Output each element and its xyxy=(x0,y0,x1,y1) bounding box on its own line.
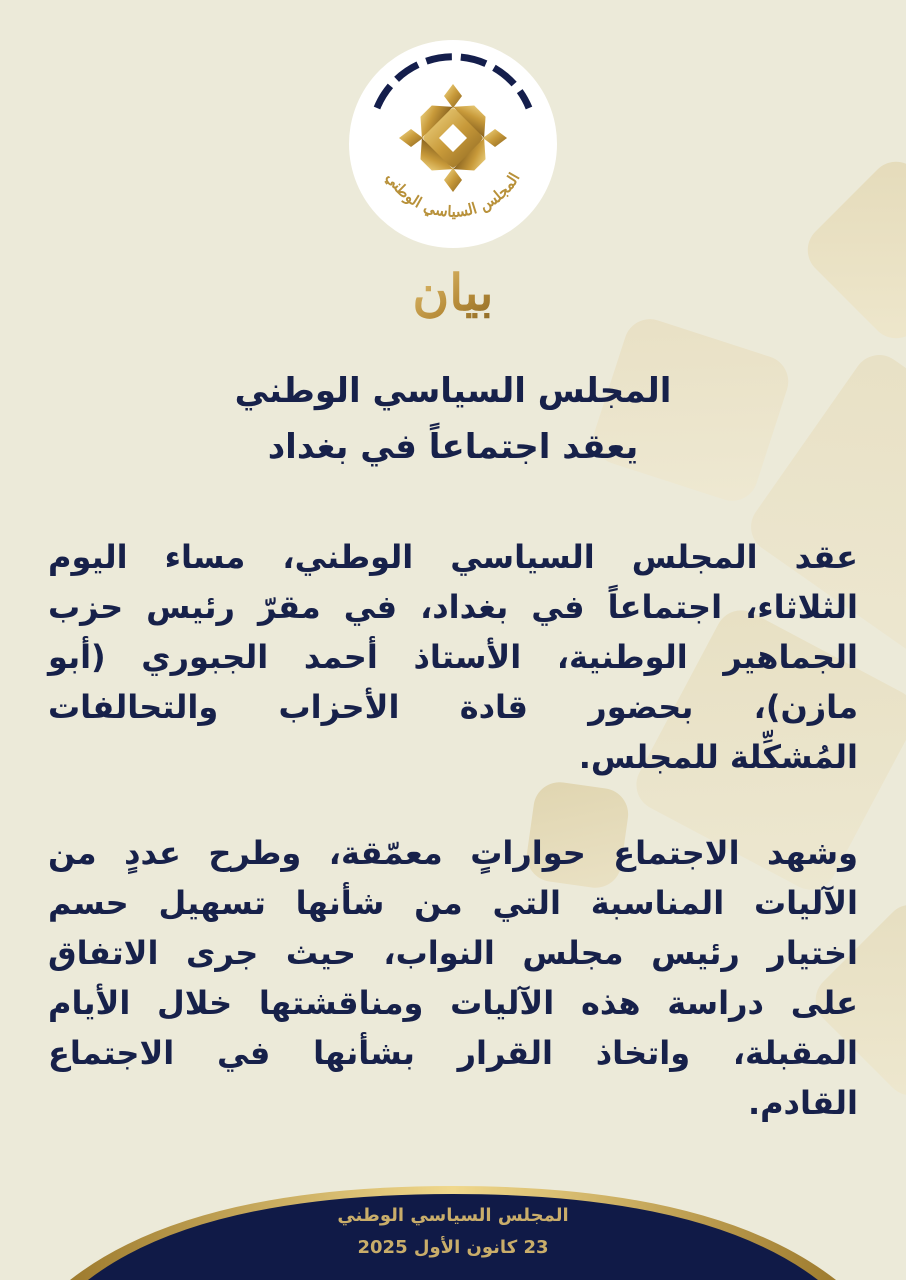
paragraph-line: الجماهير الوطنية، الأستاذ أحمد الجبوري (أبو xyxy=(48,638,858,676)
statement-paragraph-2 xyxy=(48,828,858,1128)
paragraph-line: القادم. xyxy=(747,1084,858,1122)
paragraph-line: عقد المجلس السياسي الوطني، مساء اليوم xyxy=(48,538,858,576)
paragraph-line: المقبلة، واتخاذ القرار بشأنها في الاجتماع xyxy=(48,1034,858,1072)
footer-banner xyxy=(0,1180,906,1280)
statement-header-text: بيان xyxy=(412,263,494,322)
background-shape xyxy=(797,151,906,349)
paragraph-line: الآليات المناسبة التي من شأنها تسهيل حسم xyxy=(48,884,858,922)
footer-organization-name: المجلس السياسي الوطني xyxy=(337,1205,569,1226)
paragraph-line: اختيار رئيس مجلس النواب، حيث جرى الاتفاق xyxy=(48,934,858,972)
paragraph-line: مازن)، بحضور قادة الأحزاب والتحالفات xyxy=(48,688,858,726)
footer-date: 23 كانون الأول 2025 xyxy=(357,1237,549,1258)
council-emblem-logo xyxy=(347,38,559,250)
statement-title-line-2: يعقد اجتماعاً في بغداد xyxy=(267,427,639,467)
paragraph-line: المُشكِّلة للمجلس. xyxy=(578,738,858,776)
statement-paragraph-1 xyxy=(48,532,858,782)
paragraph-line: الثلاثاء، اجتماعاً في بغداد، في مقرّ رئيس حزب xyxy=(48,588,858,626)
paragraph-line: وشهد الاجتماع حواراتٍ معمّقة، وطرح عددٍ من xyxy=(48,834,858,872)
paragraph-line: على دراسة هذه الآليات ومناقشتها خلال الأيام xyxy=(48,984,858,1022)
statement-header-word xyxy=(383,258,523,328)
statement-title-line-1: المجلس السياسي الوطني xyxy=(234,371,672,411)
emblem-ring-text: المجلس السياسي الوطني xyxy=(382,169,524,221)
